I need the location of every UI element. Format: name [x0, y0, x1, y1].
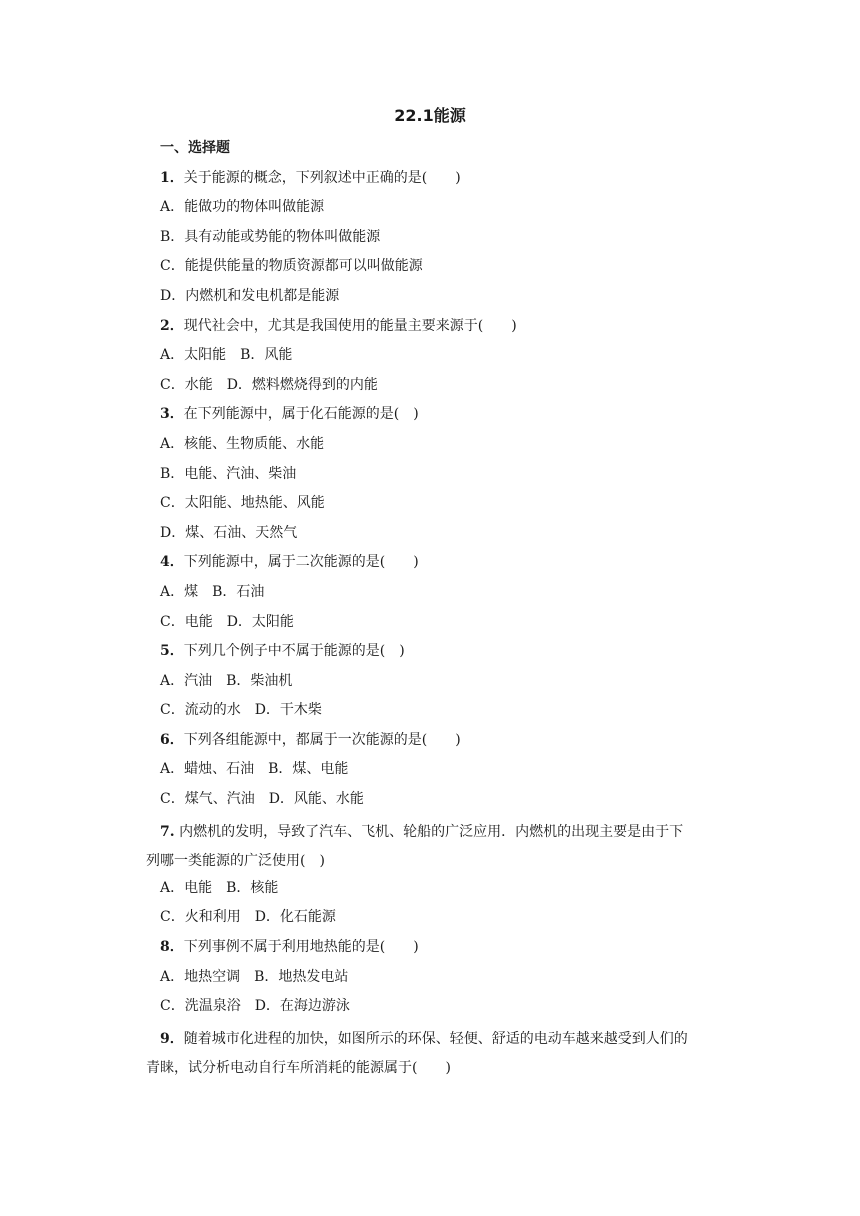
option: A．蜡烛、石油 B．煤、电能 [160, 761, 349, 778]
question-1 [160, 167, 730, 197]
question-5 [160, 640, 730, 670]
question-number: 6． [160, 731, 184, 748]
page-title: 22.1能源 [394, 106, 466, 125]
question-text: 现代社会中，尤其是我国使用的能量主要来源于( ) [183, 317, 517, 334]
option: C．火和利用 D．化石能源 [160, 909, 336, 926]
option: D．煤、石油、天然气 [160, 524, 298, 541]
option: C．煤气、汽油 D．风能、水能 [160, 791, 364, 808]
option: C．能提供能量的物质资源都可以叫做能源 [160, 258, 423, 275]
option: C．流动的水 D．干木柴 [160, 702, 322, 719]
option: A．核能、生物质能、水能 [160, 435, 325, 452]
question-list [146, 137, 730, 1084]
question-text: 下列事例不属于利用地热能的是( ) [183, 939, 419, 956]
question-text: 关于能源的概念，下列叙述中正确的是( ) [183, 169, 461, 186]
question-text-continuation: 青睐，试分析电动自行车所消耗的能源属于( ) [146, 1060, 451, 1077]
question-3 [160, 403, 730, 433]
question-number: 4． [160, 554, 184, 571]
question-text: 下列能源中，属于二次能源的是( ) [183, 554, 419, 571]
question-9 [146, 1025, 730, 1084]
option: A．汽油 B．柴油机 [160, 672, 293, 689]
question-7 [146, 818, 730, 877]
question-4 [160, 551, 730, 581]
question-text: 内燃机的发明，导致了汽车、飞机、轮船的广泛应用．内燃机的出现主要是由于下 [179, 823, 684, 840]
option: A．电能 B．核能 [160, 879, 279, 896]
option: B．具有动能或势能的物体叫做能源 [160, 228, 381, 245]
question-text: 随着城市化进程的加快，如图所示的环保、轻便、舒适的电动车越来越受到人们的 [183, 1030, 688, 1047]
question-text-continuation: 列哪一类能源的广泛使用( ) [146, 853, 325, 870]
question-number: 1． [160, 169, 184, 186]
question-6 [160, 729, 730, 759]
option: A．太阳能 B．风能 [160, 347, 293, 364]
question-number: 7. [160, 823, 175, 840]
option: A．能做功的物体叫做能源 [160, 199, 325, 216]
question-number: 2． [160, 317, 184, 334]
question-text-line [160, 1025, 730, 1055]
question-text: 在下列能源中，属于化石能源的是( ) [183, 406, 419, 423]
section-heading: 一、选择题 [160, 140, 230, 156]
question-number: 8． [160, 939, 184, 956]
option: D．内燃机和发电机都是能源 [160, 287, 340, 304]
question-text-line [160, 818, 730, 848]
option: C．太阳能、地热能、风能 [160, 495, 325, 512]
option: C．水能 D．燃料燃烧得到的内能 [160, 376, 378, 393]
option: B．电能、汽油、柴油 [160, 465, 297, 482]
question-number: 5． [160, 643, 184, 660]
option: C．电能 D．太阳能 [160, 613, 294, 630]
question-number: 3． [160, 406, 184, 423]
option: C．洗温泉浴 D．在海边游泳 [160, 998, 350, 1015]
question-text: 下列各组能源中，都属于一次能源的是( ) [183, 731, 461, 748]
option: A．地热空调 B．地热发电站 [160, 968, 349, 985]
question-number: 9． [160, 1030, 184, 1047]
question-8 [160, 936, 730, 966]
option: A．煤 B．石油 [160, 583, 265, 600]
question-text: 下列几个例子中不属于能源的是( ) [183, 643, 405, 660]
question-2 [160, 315, 730, 345]
